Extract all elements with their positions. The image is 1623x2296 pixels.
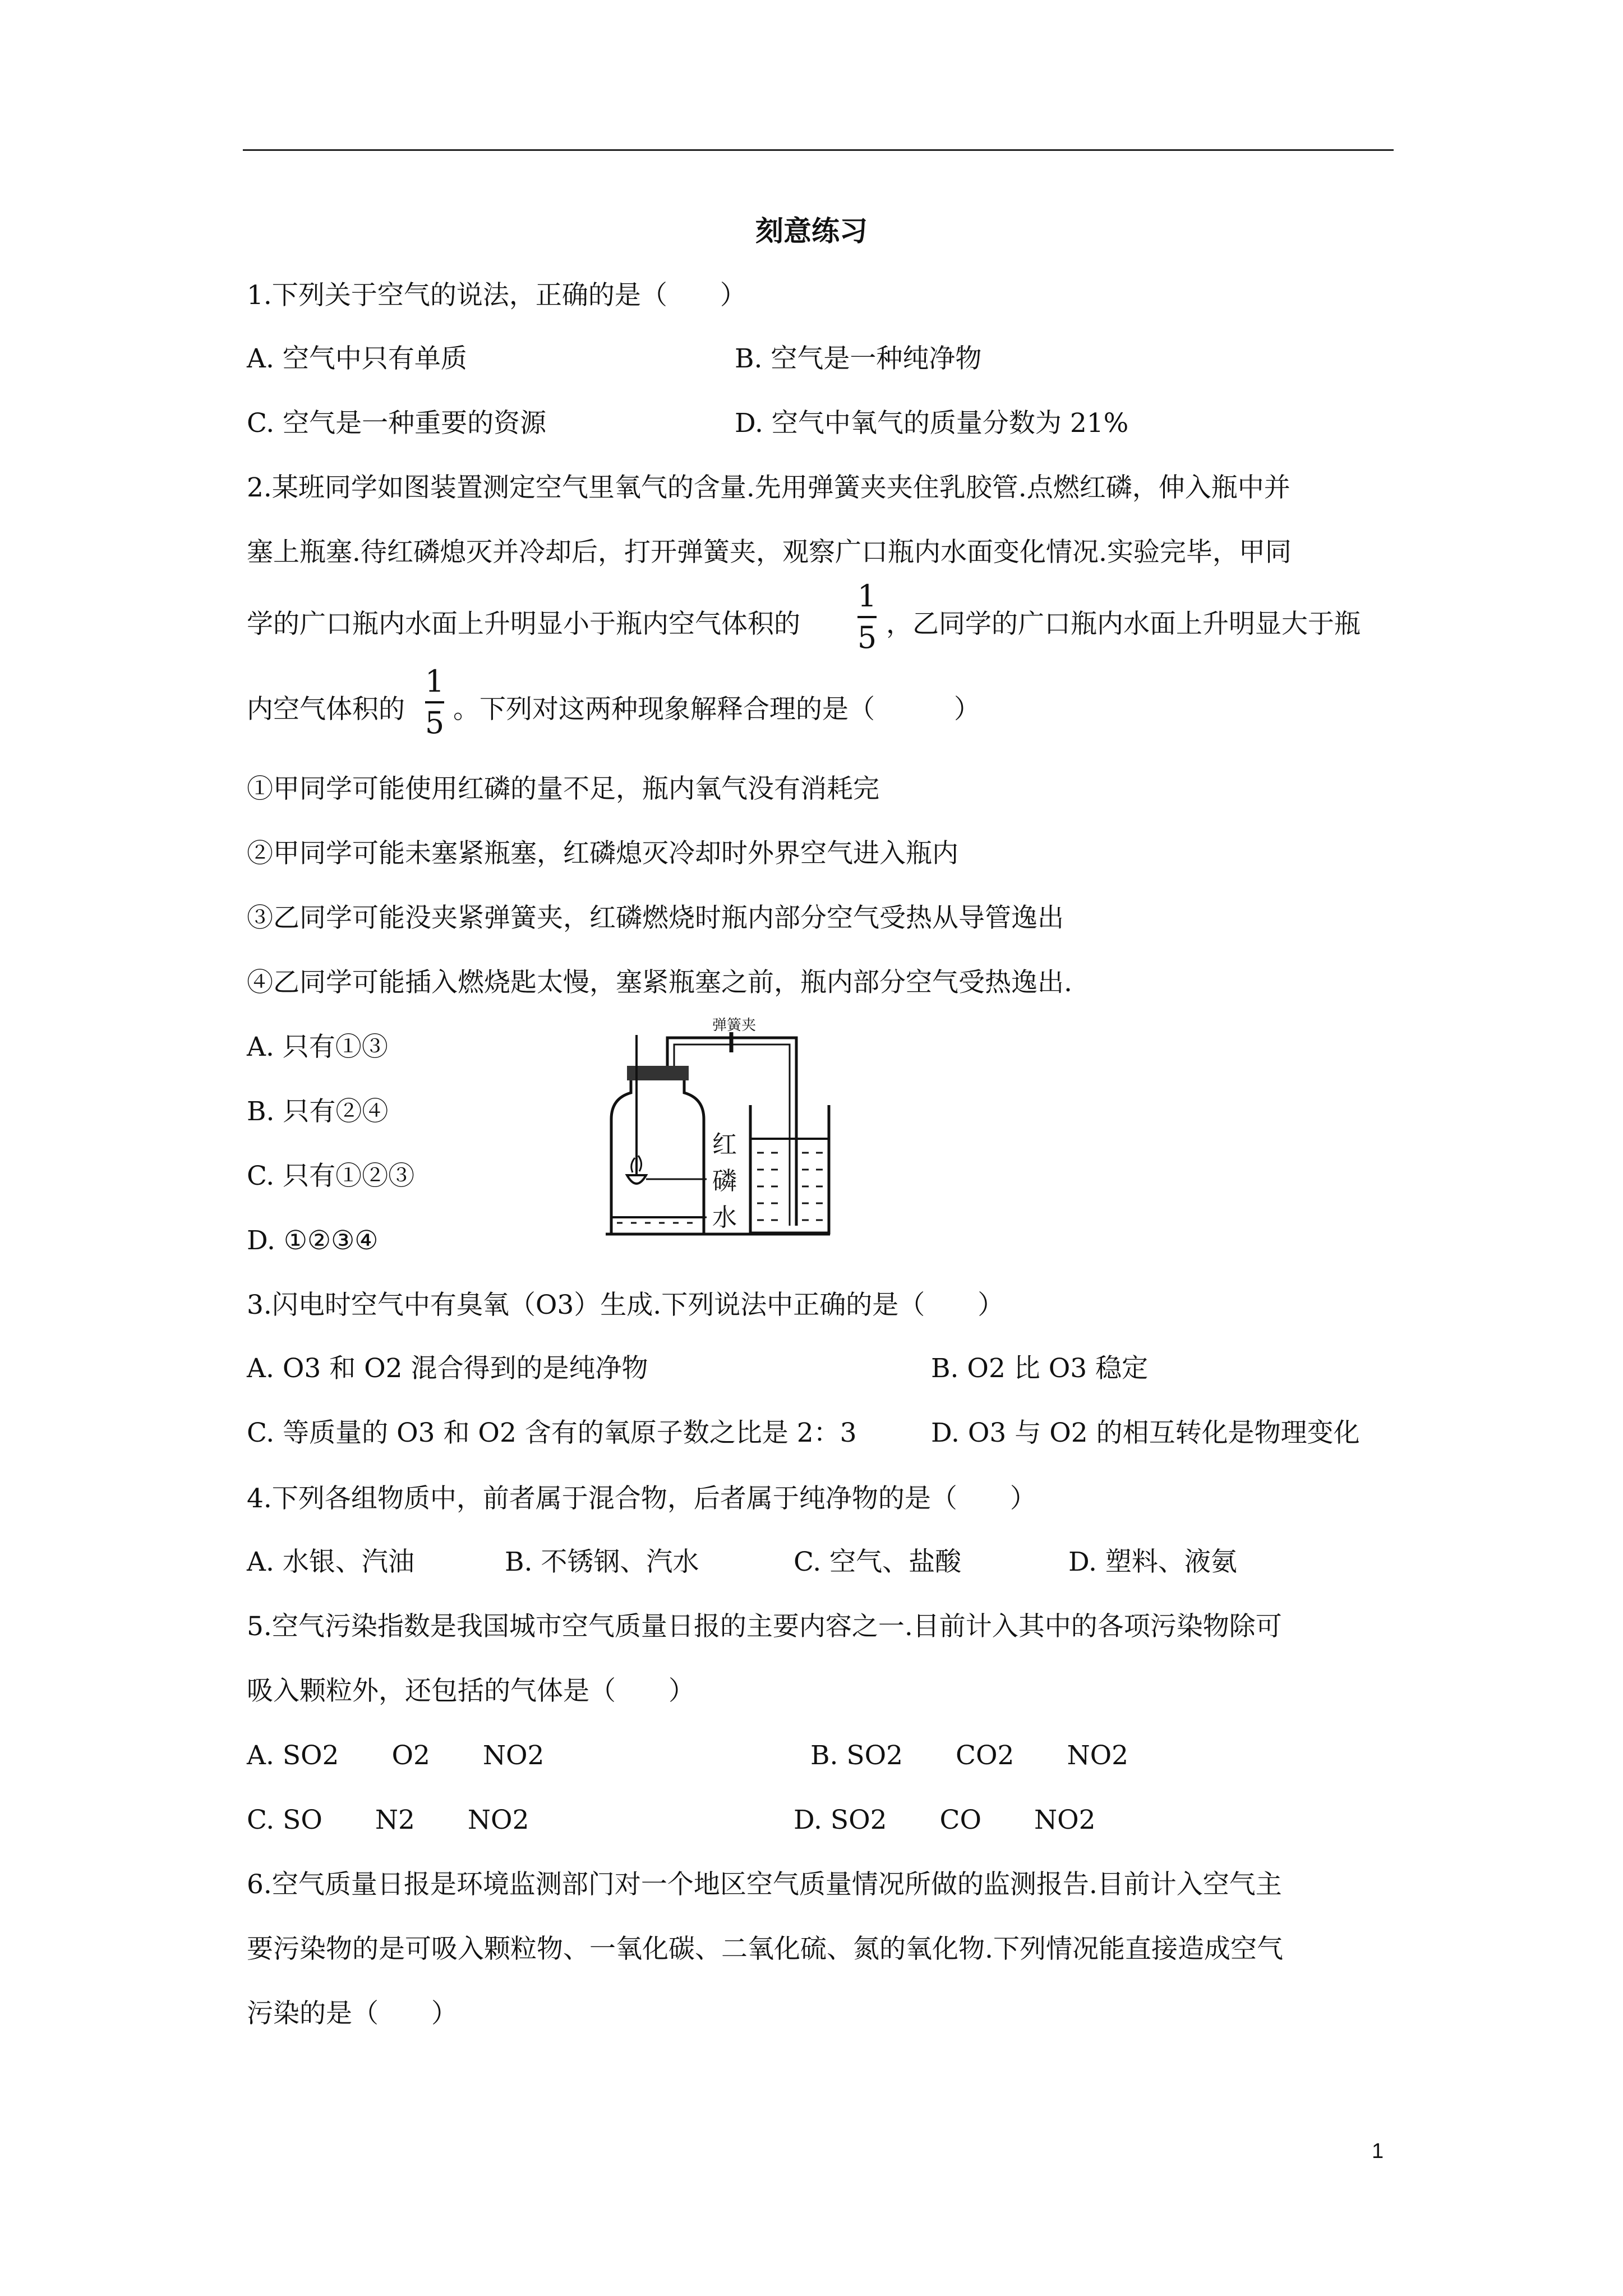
fraction-one-fifth <box>855 579 879 655</box>
q1-option-b: B. 空气是一种纯净物 <box>735 343 982 374</box>
q4-option-c: C. 空气、盐酸 <box>794 1547 962 1577</box>
q2-option-c: C. 只有①②③ <box>247 1161 415 1191</box>
q2-line-3b: ，乙同学的广口瓶内水面上升明显大于瓶 <box>886 609 1361 639</box>
q3-option-d: D. O3 与 O2 的相互转化是物理变化 <box>931 1418 1360 1448</box>
q5-line-1: 5.空气污染指数是我国城市空气质量日报的主要内容之一.目前计入其中的各项污染物除可 <box>247 1611 1282 1642</box>
q5-option-a: A. SO2 O2 NO2 <box>247 1740 545 1771</box>
q5-line-2: 吸入颗粒外，还包括的气体是（ ） <box>247 1676 695 1706</box>
header-rule <box>243 149 1394 151</box>
label-water: 水 <box>712 1203 737 1232</box>
q2-line-4a: 内空气体积的 <box>247 694 405 725</box>
page-number: 1 <box>1372 2139 1384 2163</box>
apparatus-figure <box>600 1017 836 1245</box>
fraction-bar <box>857 616 877 618</box>
q1-option-a: A. 空气中只有单质 <box>247 343 467 374</box>
q3-option-c: C. 等质量的 O3 和 O2 含有的氧原子数之比是 2：3 <box>247 1418 857 1448</box>
q6-line-2: 要污染物的是可吸入颗粒物、一氧化碳、二氧化硫、氮的氧化物.下列情况能直接造成空气 <box>247 1934 1283 1964</box>
q1-option-d: D. 空气中氧气的质量分数为 21% <box>735 408 1129 439</box>
q2-item-1: ①甲同学可能使用红磷的量不足，瓶内氧气没有消耗完 <box>247 774 879 804</box>
q6-line-1: 6.空气质量日报是环境监测部门对一个地区空气质量情况所做的监测报告.目前计入空气主 <box>247 1869 1282 1900</box>
q4-option-d: D. 塑料、液氨 <box>1068 1547 1237 1577</box>
fraction-denominator: 5 <box>857 620 877 655</box>
label-phosphorus: 磷 <box>712 1167 737 1195</box>
fraction-denominator: 5 <box>425 705 445 740</box>
wide-mouth-bottle <box>611 1078 704 1233</box>
q2-option-a: A. 只有①③ <box>247 1032 388 1062</box>
page-title: 刻意练习 <box>755 214 868 247</box>
q2-line-3a: 学的广口瓶内水面上升明显小于瓶内空气体积的 <box>247 609 800 639</box>
label-red: 红 <box>712 1130 737 1159</box>
q5-option-b: B. SO2 CO2 NO2 <box>810 1740 1129 1771</box>
q1-option-c: C. 空气是一种重要的资源 <box>247 408 547 439</box>
q2-option-b: B. 只有②④ <box>247 1096 389 1127</box>
q2-line-2: 塞上瓶塞.待红磷熄灭并冷却后，打开弹簧夹，观察广口瓶内水面变化情况.实验完毕，甲同 <box>247 537 1292 568</box>
fraction-numerator: 1 <box>857 578 877 614</box>
q5-option-c: C. SO N2 NO2 <box>247 1805 529 1835</box>
combustion-spoon <box>627 1175 646 1184</box>
q2-item-3: ③乙同学可能没夹紧弹簧夹，红磷燃烧时瓶内部分空气受热从导管逸出 <box>247 903 1064 933</box>
q3-option-a: A. O3 和 O2 混合得到的是纯净物 <box>247 1353 648 1384</box>
q2-item-2: ②甲同学可能未塞紧瓶塞，红磷熄灭冷却时外界空气进入瓶内 <box>247 838 958 869</box>
q1-stem: 1.下列关于空气的说法，正确的是（ ） <box>247 280 746 311</box>
fraction-bar <box>425 701 444 703</box>
spring-clip-label: 弹簧夹 <box>712 1017 757 1034</box>
q2-item-4: ④乙同学可能插入燃烧匙太慢，塞紧瓶塞之前，瓶内部分空气受热逸出. <box>247 967 1072 998</box>
fraction-numerator: 1 <box>425 664 445 699</box>
q4-option-a: A. 水银、汽油 <box>247 1547 414 1577</box>
q4-stem: 4.下列各组物质中，前者属于混合物，后者属于纯净物的是（ ） <box>247 1483 1036 1514</box>
q2-line-4b: 。下列对这两种现象解释合理的是（ ） <box>453 694 980 725</box>
fraction-one-fifth-2 <box>423 664 446 740</box>
q3-option-b: B. O2 比 O3 稳定 <box>931 1353 1149 1384</box>
q4-option-b: B. 不锈钢、汽水 <box>505 1547 699 1577</box>
q6-line-3: 污染的是（ ） <box>247 1998 458 2029</box>
q3-stem: 3.闪电时空气中有臭氧（O3）生成.下列说法中正确的是（ ） <box>247 1290 1004 1320</box>
q2-option-d: D. ①②③④ <box>247 1225 379 1256</box>
q5-option-d: D. SO2 CO NO2 <box>794 1805 1096 1835</box>
q2-line-1: 2.某班同学如图装置测定空气里氧气的含量.先用弹簧夹夹住乳胶管.点燃红磷，伸入瓶中并 <box>247 472 1290 503</box>
